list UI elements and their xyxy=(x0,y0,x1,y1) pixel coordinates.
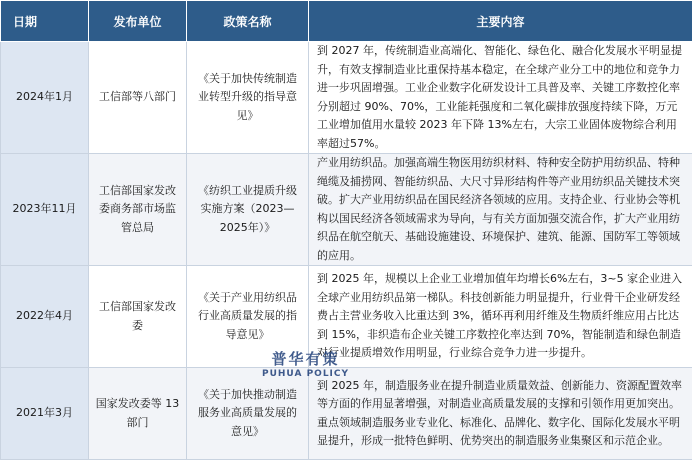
watermark-en: PUHUA POLICY xyxy=(262,369,349,379)
cell-content: 到 2025 年，制造服务业在提升制造业质量效益、创新能力、资源配置效率等方面的作用显著增强，对制造业高质量发展的支撑和引领作用更加突出。重点领域制造服务业专业化、标准化、品牌化、数字化、国际化发展水平明显提升，形成一批特色鲜明、优势突出的制造服务业集聚区和示范企业。 xyxy=(309,368,692,460)
header-policy-name: 政策名称 xyxy=(187,1,309,42)
table-row xyxy=(1,266,692,368)
cell-policy-name: 《关于加快传统制造业转型升级的指导意见》 xyxy=(187,42,309,154)
table-row xyxy=(1,154,692,266)
cell-content: 到 2027 年，传统制造业高端化、智能化、绿色化、融合化发展水平明显提升，有效支撑制造业比重保持基本稳定，在全球产业分工中的地位和竞争力进一步巩固增强。工业企业数字化研发设计工具普及率、关键工序数控化率分别超过 90%、70%，工业能耗强度和二氧化碳排放强度持续下降，万元工业增加值用水量较 2023 年下降 13%左右，大宗工业固体废物综合利用率超过57%。 xyxy=(309,42,692,154)
cell-date: 2022年4月 xyxy=(1,266,89,368)
cell-policy-name: 《关于加快推动制造服务业高质量发展的意见》 xyxy=(187,368,309,460)
cell-content: 产业用纺织品。加强高端生物医用纺织材料、特种安全防护用纺织品、特种绳缆及捕捞网、智能纺织品、大尺寸异形结构件等产业用纺织品关键技术突破。扩大产业用纺织品在国民经济各领域的应用。支持企业、行业协会等机构以国民经济各领域需求为导向，与有关方面加强交流合作，扩大产业用纺织品在航空航天、基础设施建设、环境保护、建筑、能源、国防军工等领域的应用。 xyxy=(309,154,692,266)
header-date: 日期 xyxy=(1,1,89,42)
cell-unit: 国家发改委等 13 部门 xyxy=(89,368,187,460)
header-content: 主要内容 xyxy=(309,1,692,42)
cell-unit: 工信部等八部门 xyxy=(89,42,187,154)
cell-date: 2021年3月 xyxy=(1,368,89,460)
cell-policy-name: 《纺织工业提质升级实施方案（2023—2025年）》 xyxy=(187,154,309,266)
cell-unit: 工信部国家发改委 xyxy=(89,266,187,368)
table-header-row xyxy=(1,1,692,42)
header-unit: 发布单位 xyxy=(89,1,187,42)
cell-policy-name: 《关于产业用纺织品行业高质量发展的指导意见》 xyxy=(187,266,309,368)
table-row xyxy=(1,42,692,154)
cell-content: 到 2025 年，规模以上企业工业增加值年均增长6%左右，3~5 家企业进入全球产业用纺织品第一梯队。科技创新能力明显提升，行业骨干企业研发经费占主营业务收入比重达到 3%，循环再利用纤维及生物质纤维应用占比达到 15%，非织造布企业关键工序数控化率达到 70%，智能制造和绿色制造对行业提质增效作用明显，行业综合竞争力进一步提升。 xyxy=(309,266,692,368)
cell-date: 2024年1月 xyxy=(1,42,89,154)
cell-unit: 工信部国家发改委商务部市场监管总局 xyxy=(89,154,187,266)
table-row xyxy=(1,368,692,460)
cell-date: 2023年11月 xyxy=(1,154,89,266)
watermark-cn: 普华有策 xyxy=(262,348,349,369)
